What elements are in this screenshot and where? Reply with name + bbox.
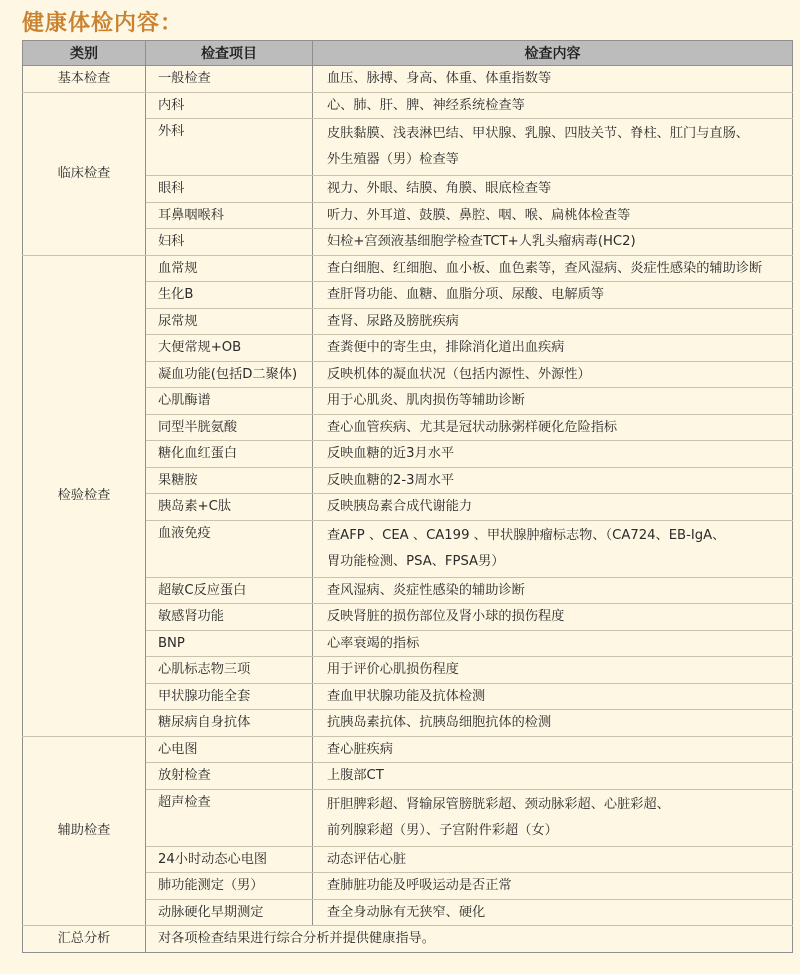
content-line: 妇检+宫颈液基细胞学检查TCT+人乳头瘤病毒(HC2) bbox=[327, 234, 636, 249]
content-line: 查AFP 、CEA 、CA199 、甲状腺肿瘤标志物、（CA724、EB-IgA、 bbox=[327, 527, 726, 543]
content-line: 用于评价心肌损伤程度 bbox=[327, 662, 459, 677]
content-line: 查粪便中的寄生虫，排除消化道出血疾病 bbox=[327, 340, 565, 355]
content-line: 上腹部CT bbox=[327, 768, 384, 783]
content-cell bbox=[313, 255, 793, 282]
content-line: 抗胰岛素抗体、抗胰岛细胞抗体的检测 bbox=[327, 715, 552, 730]
content-line: 反映机体的凝血状况（包括内源性、外源性） bbox=[327, 366, 591, 382]
header-content: 检查内容 bbox=[313, 41, 793, 66]
content-line: 胃功能检测、PSA、FPSA男） bbox=[327, 553, 505, 569]
category-cell: 检验检查 bbox=[23, 255, 146, 736]
item-cell: 动脉硬化早期测定 bbox=[146, 899, 313, 926]
content-cell bbox=[313, 467, 793, 494]
item-cell: 尿常规 bbox=[146, 308, 313, 335]
content-cell bbox=[313, 229, 793, 256]
item-cell: 耳鼻咽喉科 bbox=[146, 202, 313, 229]
item-cell: 血液免疫 bbox=[146, 520, 313, 577]
item-cell: 肺功能测定（男） bbox=[146, 873, 313, 900]
content-cell bbox=[313, 736, 793, 763]
item-cell: 内科 bbox=[146, 92, 313, 119]
content-line: 外生殖器（男）检查等 bbox=[327, 152, 459, 167]
table-header-row bbox=[23, 41, 793, 66]
content-cell bbox=[313, 577, 793, 604]
item-cell: 胰岛素+C肽 bbox=[146, 494, 313, 521]
item-cell: 妇科 bbox=[146, 229, 313, 256]
item-cell: 敏感肾功能 bbox=[146, 604, 313, 631]
content-cell bbox=[313, 441, 793, 468]
content-line: 用于心肌炎、肌肉损伤等辅助诊断 bbox=[327, 393, 525, 408]
item-cell: 生化B bbox=[146, 282, 313, 309]
content-cell bbox=[313, 846, 793, 873]
category-cell: 基本检查 bbox=[23, 66, 146, 93]
item-cell: 糖尿病自身抗体 bbox=[146, 710, 313, 737]
content-cell bbox=[313, 282, 793, 309]
content-line: 听力、外耳道、鼓膜、鼻腔、咽、喉、扁桃体检查等 bbox=[327, 207, 631, 223]
content-line: 查心血管疾病、尤其是冠状动脉粥样硬化危险指标 bbox=[327, 419, 618, 435]
content-line: 反映血糖的近3月水平 bbox=[327, 446, 455, 461]
summary-content-cell: 对各项检查结果进行综合分析并提供健康指导。 bbox=[146, 926, 793, 953]
content-line: 查心脏疾病 bbox=[327, 741, 393, 757]
item-cell: 超声检查 bbox=[146, 789, 313, 846]
content-cell bbox=[313, 630, 793, 657]
content-cell bbox=[313, 899, 793, 926]
item-cell: 大便常规+OB bbox=[146, 335, 313, 362]
content-cell bbox=[313, 604, 793, 631]
content-cell bbox=[313, 873, 793, 900]
item-cell: 一般检查 bbox=[146, 66, 313, 93]
item-cell: 心肌酶谱 bbox=[146, 388, 313, 415]
item-cell: 同型半胱氨酸 bbox=[146, 414, 313, 441]
table-row bbox=[23, 255, 793, 282]
item-cell: 凝血功能(包括D二聚体) bbox=[146, 361, 313, 388]
content-line: 肝胆脾彩超、肾输尿管膀胱彩超、颈动脉彩超、心脏彩超、 bbox=[327, 796, 670, 812]
item-cell: 血常规 bbox=[146, 255, 313, 282]
content-cell bbox=[313, 683, 793, 710]
header-item: 检查项目 bbox=[146, 41, 313, 66]
content-line: 动态评估心脏 bbox=[327, 851, 407, 867]
content-cell bbox=[313, 388, 793, 415]
content-cell bbox=[313, 202, 793, 229]
content-cell bbox=[313, 520, 793, 577]
item-cell: 外科 bbox=[146, 119, 313, 176]
content-line: 查全身动脉有无狭窄、硬化 bbox=[327, 904, 486, 920]
summary-category-cell: 汇总分析 bbox=[23, 926, 146, 953]
content-line: 查肝肾功能、血糖、血脂分项、尿酸、电解质等 bbox=[327, 287, 604, 302]
content-cell bbox=[313, 119, 793, 176]
content-line: 心、肺、肝、脾、神经系统检查等 bbox=[327, 97, 525, 113]
item-cell: 心肌标志物三项 bbox=[146, 657, 313, 684]
content-line: 血压、脉搏、身高、体重、体重指数等 bbox=[327, 71, 552, 86]
content-cell bbox=[313, 92, 793, 119]
item-cell: 超敏C反应蛋白 bbox=[146, 577, 313, 604]
content-cell bbox=[313, 657, 793, 684]
table-row bbox=[23, 92, 793, 119]
item-cell: 放射检查 bbox=[146, 763, 313, 790]
content-cell bbox=[313, 308, 793, 335]
content-cell bbox=[313, 414, 793, 441]
exam-table bbox=[22, 40, 793, 953]
content-line: 反映肾脏的损伤部位及肾小球的损伤程度 bbox=[327, 609, 565, 624]
item-cell: BNP bbox=[146, 630, 313, 657]
content-line: 查白细胞、红细胞、血小板、血色素等，查风湿病、炎症性感染的辅助诊断 bbox=[327, 260, 763, 276]
content-line: 查血甲状腺功能及抗体检测 bbox=[327, 688, 486, 704]
item-cell: 果糖胺 bbox=[146, 467, 313, 494]
content-cell bbox=[313, 335, 793, 362]
content-line: 视力、外眼、结膜、角膜、眼底检查等 bbox=[327, 181, 552, 196]
content-line: 皮肤黏膜、浅表淋巴结、甲状腺、乳腺、四肢关节、脊柱、肛门与直肠、 bbox=[327, 126, 749, 141]
category-cell: 辅助检查 bbox=[23, 736, 146, 926]
table-row bbox=[23, 66, 793, 93]
content-cell bbox=[313, 494, 793, 521]
content-line: 查风湿病、炎症性感染的辅助诊断 bbox=[327, 582, 525, 598]
item-cell: 甲状腺功能全套 bbox=[146, 683, 313, 710]
table-row bbox=[23, 736, 793, 763]
item-cell: 心电图 bbox=[146, 736, 313, 763]
content-cell bbox=[313, 710, 793, 737]
content-line: 前列腺彩超（男）、子宫附件彩超（女） bbox=[327, 822, 558, 838]
content-cell bbox=[313, 66, 793, 93]
item-cell: 24小时动态心电图 bbox=[146, 846, 313, 873]
summary-row bbox=[23, 926, 793, 953]
item-cell: 糖化血红蛋白 bbox=[146, 441, 313, 468]
table-body bbox=[23, 66, 793, 953]
content-line: 查肾、尿路及膀胱疾病 bbox=[327, 313, 459, 329]
item-cell: 眼科 bbox=[146, 176, 313, 203]
content-line: 反映胰岛素合成代谢能力 bbox=[327, 499, 473, 514]
content-cell bbox=[313, 361, 793, 388]
header-category: 类别 bbox=[23, 41, 146, 66]
page-title: 健康体检内容： bbox=[22, 11, 184, 36]
content-line: 查肺脏功能及呼吸运动是否正常 bbox=[327, 878, 512, 893]
category-cell: 临床检查 bbox=[23, 92, 146, 255]
content-line: 反映血糖的2-3周水平 bbox=[327, 472, 455, 488]
content-cell bbox=[313, 789, 793, 846]
content-cell bbox=[313, 763, 793, 790]
content-cell bbox=[313, 176, 793, 203]
content-line: 心率衰竭的指标 bbox=[327, 635, 420, 651]
